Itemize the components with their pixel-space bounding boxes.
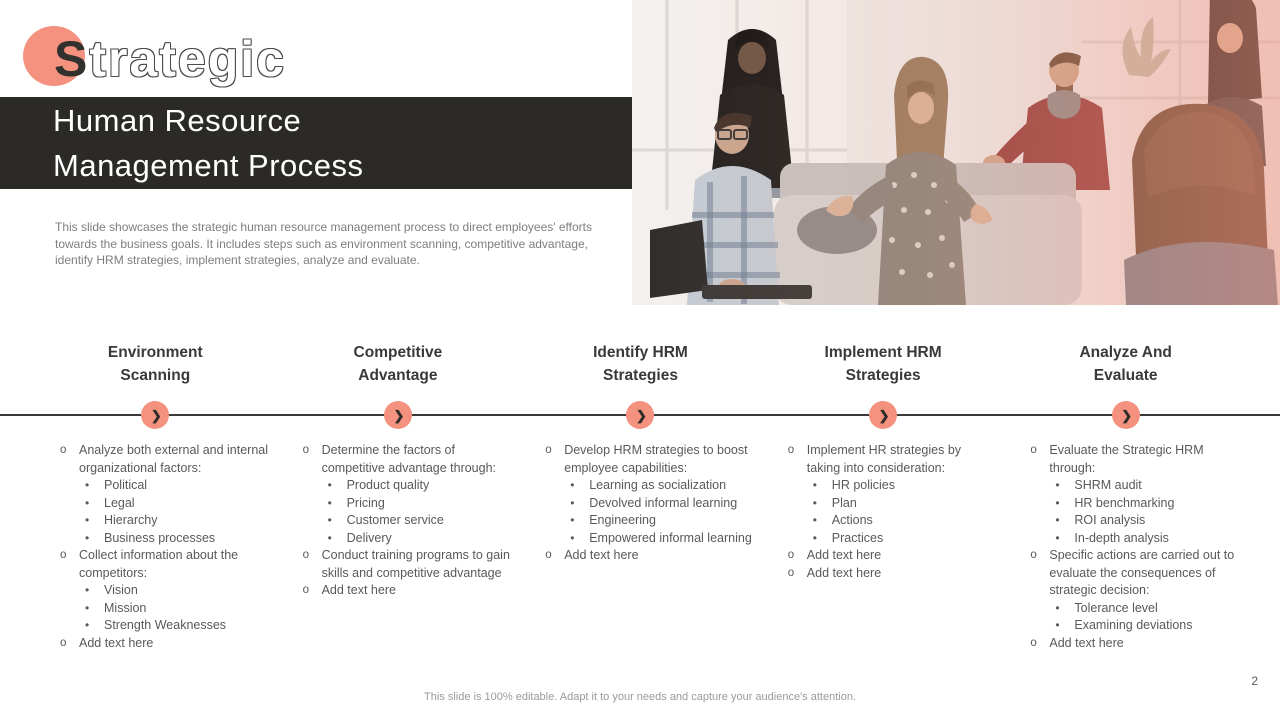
meeting-photo (632, 0, 1280, 305)
process-step (519, 341, 762, 652)
list-item (303, 547, 512, 582)
step-marker (1112, 401, 1140, 429)
chevron-right-icon: ❯ (150, 407, 162, 423)
bullet-icon: • (1055, 530, 1060, 545)
step-marker (384, 401, 412, 429)
list-item-text: Plan (831, 495, 857, 510)
step-marker (626, 401, 654, 429)
process-step (762, 341, 1005, 652)
list-item-text: Business processes (104, 530, 216, 545)
step-title: Competitive Advantage (353, 344, 443, 384)
sub-list-item (788, 495, 997, 513)
list-item-text: Evaluate the Strategic HRM through: (1049, 443, 1204, 475)
list-item-text: Analyze both external and internal organizational factors: (79, 443, 269, 475)
bullet-icon: • (570, 495, 575, 510)
bullet-icon: • (85, 513, 90, 527)
bullet-icon: • (570, 478, 575, 492)
list-item-text: Devolved informal learning (589, 495, 738, 510)
list-item-text: Empowered informal learning (589, 530, 752, 545)
bullet-icon: • (85, 583, 90, 597)
list-item (788, 547, 997, 565)
list-item (303, 442, 512, 477)
bullet-icon: • (85, 530, 90, 545)
list-item (303, 582, 512, 600)
process-step (1004, 341, 1247, 652)
sub-list-item (1030, 617, 1239, 635)
list-item-text: Examining deviations (1074, 618, 1193, 632)
bullet-icon: • (327, 495, 332, 510)
bullet-icon: • (812, 495, 817, 510)
steps-grid (34, 341, 1247, 652)
list-item (60, 547, 269, 582)
bullet-icon: • (1055, 618, 1060, 632)
list-item-text: Engineering (589, 513, 656, 527)
list-item-text: Add text here (806, 548, 882, 562)
sub-list-item (60, 582, 269, 600)
page-title: Human Resource Management Process (53, 103, 364, 183)
list-item-text: Delivery (346, 530, 392, 545)
bullet-icon: o (302, 444, 309, 456)
process-step (34, 341, 277, 652)
chevron-right-icon: ❯ (393, 407, 405, 423)
list-item-text: Implement HR strategies by taking into consideration: (806, 443, 962, 475)
chevron-right-icon: ❯ (878, 407, 890, 423)
bullet-icon: o (60, 549, 67, 561)
sub-list-item (545, 495, 754, 513)
list-item-text: Add text here (806, 565, 882, 580)
list-item (788, 565, 997, 583)
sub-list-item (788, 512, 997, 530)
list-item (788, 442, 997, 477)
bullet-icon: • (1055, 495, 1060, 510)
sub-list-item (1030, 512, 1239, 530)
list-item-text: Strength Weaknesses (104, 618, 227, 632)
list-item-text: Develop HRM strategies to boost employee capabilities: (564, 443, 748, 475)
sub-list-item (60, 617, 269, 635)
bullet-icon: • (812, 530, 817, 545)
list-item-text: Pricing (346, 495, 385, 510)
list-item-text: Vision (104, 583, 138, 597)
bullet-icon: • (1055, 513, 1060, 527)
step-title: Implement HRM Strategies (824, 344, 942, 384)
sub-list-item (1030, 477, 1239, 495)
page-number: 2 (1251, 674, 1258, 688)
step-marker (869, 401, 897, 429)
list-item-text: Determine the factors of competitive advantage through: (321, 443, 497, 475)
list-item-text: Learning as socialization (589, 478, 727, 492)
bullet-icon: • (570, 513, 575, 527)
bullet-icon: • (1055, 600, 1060, 615)
step-list (519, 442, 762, 565)
list-item (545, 442, 754, 477)
sub-list-item (60, 600, 269, 618)
list-item-text: Tolerance level (1074, 600, 1158, 615)
sub-list-item (303, 477, 512, 495)
step-list (34, 442, 277, 652)
kicker-outline-text: trategic (89, 31, 286, 87)
list-item-text: Customer service (346, 513, 444, 527)
kicker-first-letter: S (54, 31, 90, 87)
bullet-icon: • (327, 530, 332, 545)
step-list (762, 442, 1005, 582)
process-step (277, 341, 520, 652)
bullet-icon: o (1030, 636, 1037, 649)
bullet-icon: • (85, 618, 90, 632)
list-item-text: Conduct training programs to gain skills and competitive advantage (321, 548, 510, 580)
sub-list-item (1030, 600, 1239, 618)
sub-list-item (788, 530, 997, 548)
list-item-text: Actions (831, 513, 873, 527)
list-item-text: Hierarchy (104, 513, 158, 527)
footer-note: This slide is 100% editable. Adapt it to your needs and capture your audience's attention. (424, 691, 856, 703)
list-item (1030, 547, 1239, 600)
bullet-icon: o (60, 636, 67, 649)
list-item (60, 635, 269, 653)
list-item-text: Add text here (321, 583, 396, 597)
meeting-photo-illustration (632, 0, 1280, 305)
list-item-text: ROI analysis (1074, 513, 1146, 527)
list-item-text: Legal (104, 495, 135, 510)
bullet-icon: • (85, 495, 90, 510)
step-title: Environment Scanning (107, 344, 203, 384)
sub-list-item (60, 495, 269, 513)
bullet-icon: o (1030, 444, 1037, 456)
sub-list-item (303, 530, 512, 548)
bullet-icon: o (302, 549, 309, 561)
sub-list-item (1030, 495, 1239, 513)
list-item-text: Collect information about the competitors: (79, 548, 239, 580)
step-list (1004, 442, 1247, 652)
bullet-icon: o (60, 444, 67, 456)
list-item-text: Practices (831, 530, 884, 545)
sub-list-item (788, 477, 997, 495)
step-list (277, 442, 520, 600)
list-item-text: HR policies (831, 478, 896, 492)
list-item (545, 547, 754, 565)
list-item-text: HR benchmarking (1074, 495, 1175, 510)
sub-list-item (545, 512, 754, 530)
sub-list-item (60, 477, 269, 495)
bullet-icon: • (1055, 478, 1060, 492)
bullet-icon: o (787, 549, 795, 561)
bullet-icon: • (812, 478, 817, 492)
sub-list-item (1030, 530, 1239, 548)
sub-list-item (60, 530, 269, 548)
list-item-text: In-depth analysis (1074, 530, 1169, 545)
list-item (1030, 442, 1239, 477)
sub-list-item (303, 495, 512, 513)
list-item-text: Add text here (564, 548, 639, 562)
bullet-icon: • (570, 530, 575, 545)
step-title: Identify HRM Strategies (593, 344, 688, 384)
bullet-icon: • (812, 513, 817, 527)
sub-list-item (303, 512, 512, 530)
title-banner (0, 97, 640, 189)
kicker-title (54, 31, 286, 87)
chevron-right-icon: ❯ (1121, 407, 1133, 423)
slide-description: This slide showcases the strategic human resource management process to direct employees' efforts towards the business goals. It includes steps such as environment scanning, competitive advantage, identify HRM strategies, implement strategies, analyze and evaluate. (55, 220, 592, 267)
list-item-text: SHRM audit (1074, 478, 1142, 492)
bullet-icon: o (302, 584, 309, 596)
bullet-icon: o (545, 444, 552, 456)
bullet-icon: o (787, 444, 795, 456)
step-title: Analyze And Evaluate (1079, 344, 1172, 384)
bullet-icon: • (85, 600, 90, 615)
sub-list-item (60, 512, 269, 530)
chevron-right-icon: ❯ (636, 407, 647, 423)
list-item-text: Political (104, 478, 148, 492)
sub-list-item (545, 477, 754, 495)
bullet-icon: o (1030, 549, 1037, 561)
list-item-text: Specific actions are carried out to evaluate the consequences of strategic decision: (1049, 548, 1235, 597)
list-item (1030, 635, 1239, 653)
bullet-icon: • (327, 513, 332, 527)
bullet-icon: o (545, 549, 552, 561)
step-marker (141, 401, 169, 429)
list-item-text: Add text here (1049, 635, 1124, 650)
list-item-text: Add text here (79, 635, 154, 650)
list-item-text: Mission (104, 600, 147, 615)
list-item (60, 442, 269, 477)
sub-list-item (545, 530, 754, 548)
bullet-icon: • (85, 478, 90, 492)
bullet-icon: • (327, 478, 332, 492)
list-item-text: Product quality (346, 478, 430, 492)
bullet-icon: o (787, 566, 795, 579)
